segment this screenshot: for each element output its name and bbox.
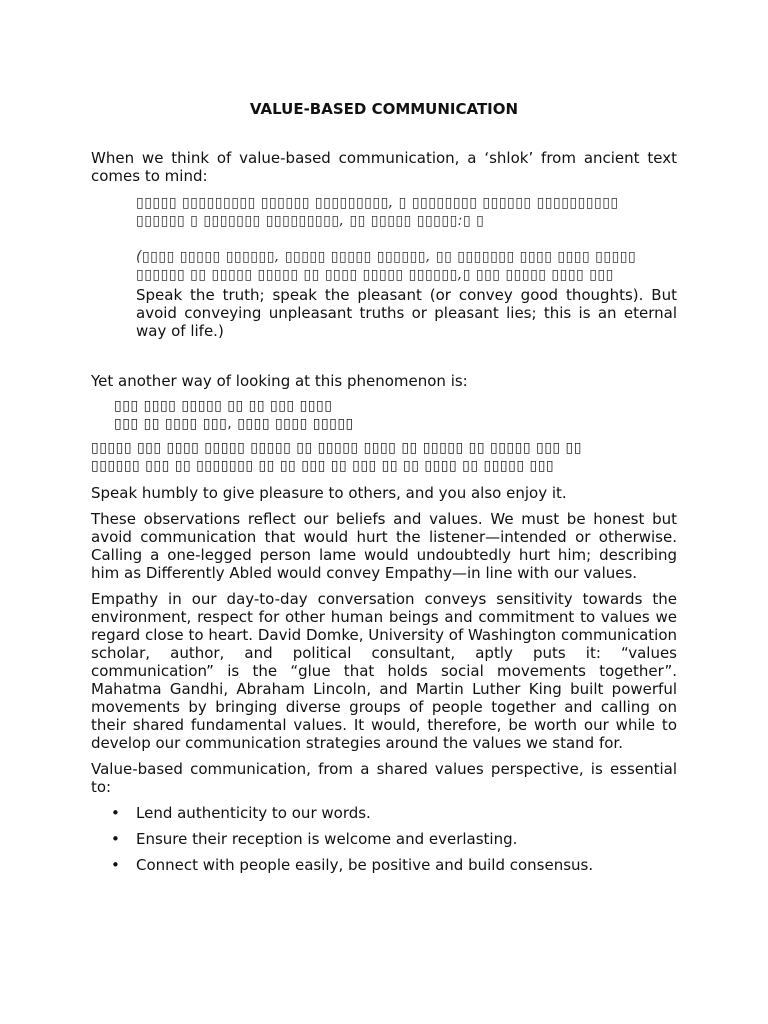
another-way-paragraph: Yet another way of looking at this phenomenon is: <box>91 372 468 390</box>
hindi-verse <box>114 397 677 433</box>
list-item-text: Ensure their reception is welcome and everlasting. <box>136 830 518 848</box>
list-item <box>91 856 677 874</box>
shlok-hindi-line: ▯▯▯▯▯▯ ▯▯ ▯▯▯▯▯ ▯▯▯▯▯ ▯▯ ▯▯▯▯ ▯▯▯▯▯ ▯▯▯▯▯▯,▯ ▯▯▯ ▯▯▯▯▯ ▯▯▯▯ ▯▯▯ <box>136 267 614 283</box>
shlok-english-translation: Speak the truth; speak the pleasant (or convey good thoughts). But avoid conveying unpleasant truths or pleasant lies; this is an eternal way of life.) <box>136 286 677 340</box>
bullet-list <box>91 804 677 874</box>
essential-paragraph: Value-based communication, from a shared values perspective, is essential to: <box>91 760 677 796</box>
empathy-paragraph: Empathy in our day-to-day conversation conveys sensitivity towards the environment, respect for other human beings and commitment to values we regard close to heart. David Domke, University of Washington communication scholar, author, and political consultant, aptly puts it: “values communication” is the “glue that holds social movements together”. Mahatma Gandhi, Abraham Lincoln, and Martin Luther King built powerful movements by bringing diverse groups of people together and calling on their shared fundamental values. It would, therefore, be worth our while to develop our communication strategies around the values we stand for. <box>91 590 677 752</box>
hindi-prose <box>91 439 677 475</box>
verse-line: ▯▯▯ ▯▯ ▯▯▯▯ ▯▯▯, ▯▯▯▯ ▯▯▯▯ ▯▯▯▯▯ <box>114 416 354 432</box>
verse-line: ▯▯▯ ▯▯▯▯ ▯▯▯▯▯ ▯▯ ▯▯ ▯▯▯ ▯▯▯▯ <box>114 398 333 414</box>
document-title: VALUE-BASED COMMUNICATION <box>249 100 519 118</box>
sanskrit-shlok <box>136 194 677 230</box>
hindi-prose-line: ▯▯▯▯▯▯ ▯▯▯ ▯▯ ▯▯▯▯▯▯▯ ▯▯ ▯▯ ▯▯▯ ▯▯ ▯▯▯ ▯▯ ▯▯ ▯▯▯▯ ▯▯ ▯▯▯▯▯ ▯▯▯ <box>91 458 555 474</box>
list-item-text: Lend authenticity to our words. <box>136 804 371 822</box>
bullet-icon: • <box>111 804 120 822</box>
humbly-paragraph: Speak humbly to give pleasure to others, and you also enjoy it. <box>91 484 567 502</box>
observations-paragraph: These observations reflect our beliefs and values. We must be honest but avoid communication that would hurt the listener—intended or otherwise. Calling a one-legged person lame would undoubtedly hurt him; describing him as Differently Abled would convey Empathy—in line with our values. <box>91 510 677 582</box>
bullet-icon: • <box>111 830 120 848</box>
list-item <box>91 830 677 848</box>
bullet-icon: • <box>111 856 120 874</box>
list-item-text: Connect with people easily, be positive and build consensus. <box>136 856 594 874</box>
shlok-line: ▯▯▯▯▯▯ ▯ ▯▯▯▯▯▯▯ ▯▯▯▯▯▯▯▯▯, ▯▯ ▯▯▯▯▯ ▯▯▯▯▯:▯ ▯ <box>136 213 485 229</box>
shlok-hindi-line: (▯▯▯▯ ▯▯▯▯▯ ▯▯▯▯▯▯, ▯▯▯▯▯ ▯▯▯▯▯ ▯▯▯▯▯▯, ▯▯ ▯▯▯▯▯▯▯ ▯▯▯▯ ▯▯▯▯ ▯▯▯▯▯ <box>136 249 637 265</box>
hindi-prose-line: ▯▯▯▯▯ ▯▯▯ ▯▯▯▯ ▯▯▯▯▯ ▯▯▯▯▯ ▯▯ ▯▯▯▯▯ ▯▯▯▯ ▯▯ ▯▯▯▯▯ ▯▯ ▯▯▯▯▯ ▯▯▯ ▯▯ <box>91 440 582 456</box>
intro-paragraph: When we think of value-based communication, a ‘shlok’ from ancient text comes to mind: <box>91 149 677 185</box>
document-page <box>91 100 677 882</box>
list-item <box>91 804 677 822</box>
shlok-hindi-translation <box>136 248 677 284</box>
shlok-line: ▯▯▯▯▯ ▯▯▯▯▯▯▯▯▯ ▯▯▯▯▯▯ ▯▯▯▯▯▯▯▯▯, ▯ ▯▯▯▯▯▯▯▯ ▯▯▯▯▯▯ ▯▯▯▯▯▯▯▯▯▯ <box>136 195 619 211</box>
